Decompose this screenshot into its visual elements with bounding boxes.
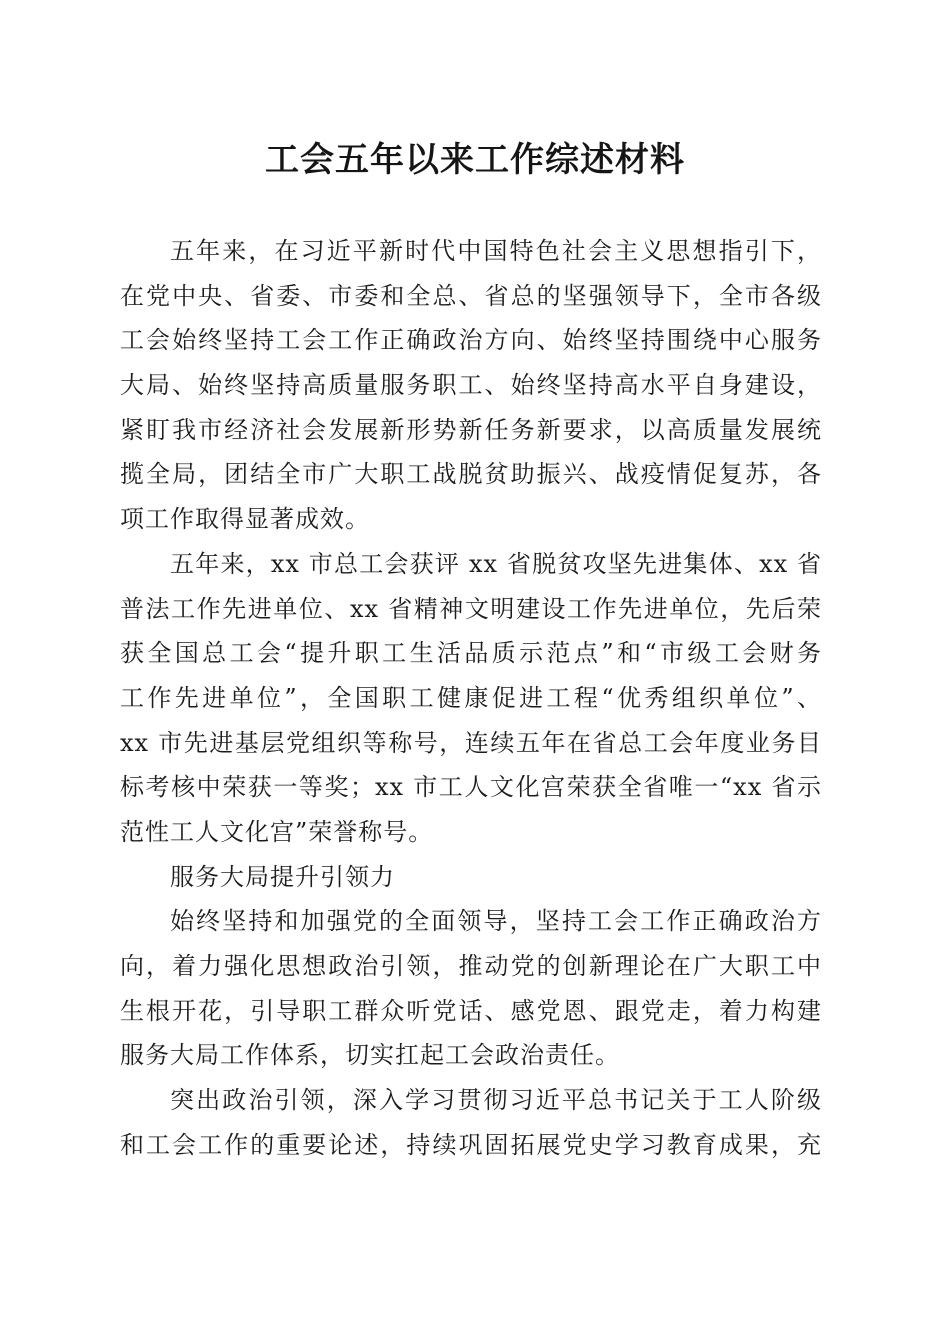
paragraph-2-line-4: 工作先进单位”，全国职工健康促进工程“优秀组织单位”、: [120, 683, 822, 712]
paragraph-3-line-4: 服务大局工作体系，切实扛起工会政治责任。: [120, 1041, 620, 1070]
paragraph-3-line-3: 生根开花，引导职工群众听党话、感党恩、跟党走，着力构建: [120, 996, 822, 1025]
paragraph-3: [120, 899, 822, 1078]
paragraph-1-line-5: 紧盯我市经济社会发展新形势新任务新要求，以高质量发展统: [120, 415, 822, 444]
paragraph-4: [120, 1078, 822, 1167]
paragraph-1-line-3: 工会始终坚持工会工作正确政治方向、始终坚持围绕中心服务: [120, 326, 822, 355]
paragraph-2-line-2: 普法工作先进单位、xx 省精神文明建设工作先进单位，先后荣: [120, 594, 822, 623]
paragraph-1-line-4: 大局、始终坚持高质量服务职工、始终坚持高水平自身建设，: [120, 371, 822, 400]
paragraph-4-line-1: 突出政治引领，深入学习贯彻习近平总书记关于工人阶级: [170, 1086, 822, 1115]
paragraph-2-line-3: 获全国总工会“提升职工生活品质示范点”和“市级工会财务: [120, 639, 822, 668]
paragraph-2-line-1: 五年来，xx 市总工会获评 xx 省脱贫攻坚先进集体、xx 省: [170, 549, 822, 578]
paragraph-2: [120, 542, 822, 855]
paragraph-2-line-5: xx 市先进基层党组织等称号，连续五年在省总工会年度业务目: [120, 728, 822, 757]
document-body: [120, 229, 822, 1167]
paragraph-3-line-1: 始终坚持和加强党的全面领导，坚持工会工作正确政治方: [170, 907, 822, 936]
document-title: 工会五年以来工作综述材料: [265, 140, 685, 180]
paragraph-2-line-7: 范性工人文化宫”荣誉称号。: [120, 817, 434, 846]
paragraph-1-line-1: 五年来，在习近平新时代中国特色社会主义思想指引下，: [170, 237, 822, 265]
paragraph-1-line-6: 揽全局，团结全市广大职工战脱贫助振兴、战疫情促复苏，各: [120, 460, 822, 489]
paragraph-2-line-6: 标考核中荣获一等奖；xx 市工人文化宫荣获全省唯一“xx 省示: [120, 773, 822, 802]
section-heading-text: 服务大局提升引领力: [170, 862, 395, 891]
paragraph-1: [120, 229, 822, 542]
section-heading: [120, 855, 822, 900]
paragraph-4-line-2: 和工会工作的重要论述，持续巩固拓展党史学习教育成果，充: [120, 1130, 822, 1159]
paragraph-1-line-2: 在党中央、省委、市委和全总、省总的坚强领导下，全市各级: [120, 281, 822, 310]
paragraph-3-line-2: 向，着力强化思想政治引领，推动党的创新理论在广大职工中: [120, 952, 822, 980]
paragraph-1-line-7: 项工作取得显著成效。: [120, 505, 370, 534]
